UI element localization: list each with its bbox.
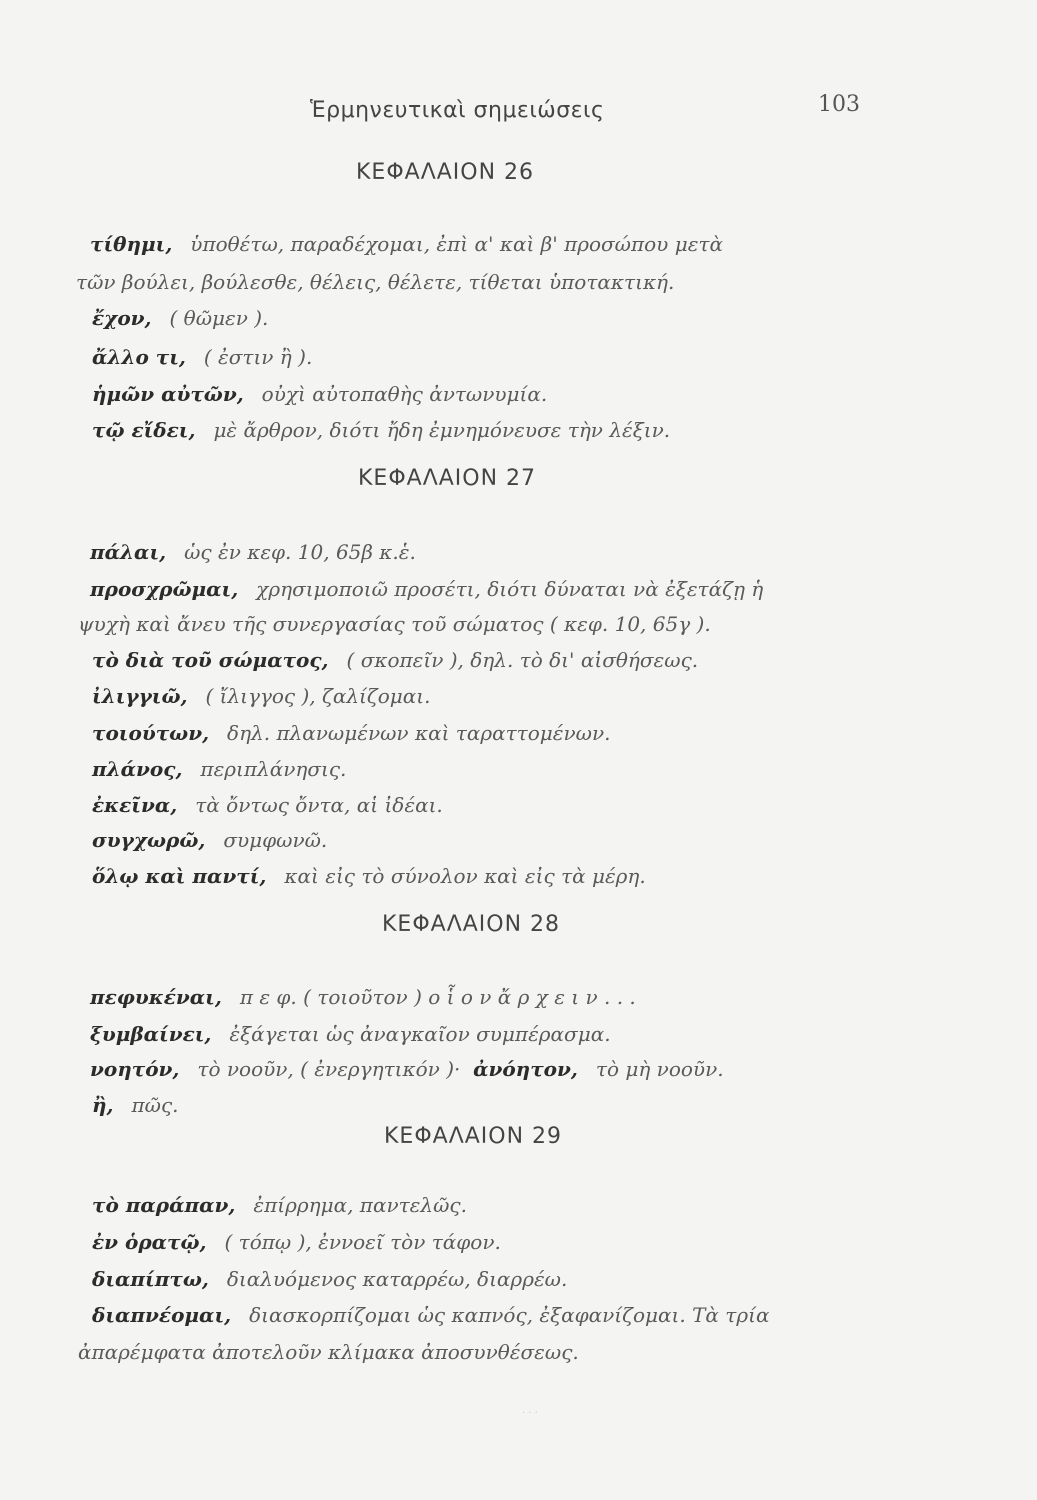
- entry-term: πλάνος,: [92, 757, 183, 781]
- entry-gloss: περιπλάνησις.: [200, 757, 347, 781]
- entry-line: [92, 828, 327, 852]
- entry-gloss: ( ἐστιν ἢ ).: [203, 345, 313, 369]
- entry-gloss: ( τόπῳ ), ἐννοεῖ τὸν τάφον.: [224, 1230, 501, 1254]
- chapter-title-28: ΚΕΦΑΛΑΙΟΝ 28: [382, 912, 561, 937]
- entry-gloss: ὡς ἐν κεφ. 10, 65β κ.ἑ.: [184, 540, 416, 564]
- entry-gloss: πῶς.: [131, 1093, 179, 1117]
- entry-term: τὸ διὰ τοῦ σώματος,: [92, 648, 329, 672]
- entry-line: [78, 1340, 579, 1364]
- entry-line: [90, 577, 763, 601]
- entry-term: διαπίπτω,: [92, 1267, 209, 1291]
- entry-gloss: τὸ νοοῦν, ( ἐνεργητικόν )·: [197, 1057, 461, 1081]
- chapter-title-29: ΚΕΦΑΛΑΙΟΝ 29: [384, 1124, 563, 1149]
- entry-gloss: π ε φ. ( τοιοῦτον ) ο ἷ ο ν ἄ ρ χ ε ι ν . . .: [239, 985, 636, 1009]
- entry-term: νοητόν,: [90, 1057, 180, 1081]
- entry-line: [90, 985, 636, 1009]
- entry-gloss: τὰ ὄντως ὄντα, αἱ ἰδέαι.: [195, 793, 443, 817]
- entry-gloss: διαλυόμενος καταρρέω, διαρρέω.: [226, 1267, 568, 1291]
- entry-line: [90, 540, 416, 564]
- entry-line: [92, 306, 268, 330]
- entry-line: [92, 648, 698, 672]
- entry-gloss: ἀπαρέμφατα ἀποτελοῦν κλίμακα ἀποσυνθέσεως.: [78, 1340, 579, 1364]
- entry-term: ἰλιγγιῶ,: [92, 684, 188, 708]
- entry-term: πεφυκέναι,: [90, 985, 222, 1009]
- entry-gloss: ( σκοπεῖν ), δηλ. τὸ δι' αἰσθήσεως.: [346, 648, 699, 672]
- entry-line: [76, 270, 674, 294]
- entry-term: τῷ εἴδει,: [92, 418, 196, 442]
- entry-gloss: χρησιμοποιῶ προσέτι, διότι δύναται νὰ ἐξετάζῃ ἡ: [256, 577, 764, 601]
- entry-line: [92, 382, 547, 406]
- entry-line: [92, 684, 430, 708]
- entry-term: τὸ παράπαν,: [92, 1193, 236, 1217]
- entry-term-secondary: ἀνόητον,: [473, 1057, 578, 1081]
- page-number: 103: [818, 92, 860, 117]
- entry-term: διαπνέομαι,: [92, 1303, 232, 1327]
- entry-gloss: ἐπίρρημα, παντελῶς.: [253, 1193, 467, 1217]
- entry-line: [78, 612, 711, 636]
- entry-term: ὅλῳ καὶ παντί,: [92, 864, 267, 888]
- entry-line: [92, 1230, 501, 1254]
- entry-line: [92, 793, 443, 817]
- entry-line: [92, 1093, 179, 1117]
- entry-line: [92, 721, 611, 745]
- entry-gloss: καὶ εἰς τὸ σύνολον καὶ εἰς τὰ μέρη.: [284, 864, 646, 888]
- entry-line: [92, 757, 346, 781]
- entry-line: [92, 418, 670, 442]
- entry-line: [90, 232, 723, 256]
- entry-gloss: τῶν βούλει, βούλεσθε, θέλεις, θέλετε, τίθεται ὑποτακτική.: [76, 270, 675, 294]
- entry-gloss: ψυχὴ καὶ ἄνευ τῆς συνεργασίας τοῦ σώματος ( κεφ. 10, 65γ ).: [78, 612, 711, 636]
- entry-gloss: ( θῶμεν ).: [169, 306, 269, 330]
- entry-gloss: ( ἴλιγγος ), ζαλίζομαι.: [205, 684, 431, 708]
- entry-term: προσχρῶμαι,: [90, 577, 239, 601]
- entry-line: [90, 1057, 724, 1081]
- chapter-title-27: ΚΕΦΑΛΑΙΟΝ 27: [358, 466, 537, 491]
- entry-line: [92, 1267, 567, 1291]
- entry-line: [92, 345, 312, 369]
- entry-term: τίθημι,: [90, 232, 173, 256]
- entry-gloss: δηλ. πλανωμένων καὶ ταραττομένων.: [227, 721, 611, 745]
- entry-line: [90, 1022, 611, 1046]
- entry-gloss: διασκορπίζομαι ὡς καπνός, ἐξαφανίζομαι. Τὰ τρία: [249, 1303, 770, 1327]
- entry-term: πάλαι,: [90, 540, 167, 564]
- entry-gloss: μὲ ἄρθρον, διότι ἤδη ἐμνημόνευσε τὴν λέξιν.: [213, 418, 671, 442]
- entry-term: ἡμῶν αὐτῶν,: [92, 382, 244, 406]
- entry-line: [92, 864, 646, 888]
- entry-gloss: ὑποθέτω, παραδέχομαι, ἐπὶ α' καὶ β' προσώπου μετὰ: [190, 232, 723, 256]
- entry-term: ἐκεῖνα,: [92, 793, 178, 817]
- chapter-title-26: ΚΕΦΑΛΑΙΟΝ 26: [356, 160, 535, 185]
- entry-term: ἐν ὁρατῷ,: [92, 1230, 207, 1254]
- entry-line: [92, 1303, 769, 1327]
- entry-gloss: συμφωνῶ.: [223, 828, 328, 852]
- entry-term: ἔχον,: [92, 306, 152, 330]
- entry-term: ἢ,: [92, 1093, 114, 1117]
- entry-gloss: ἐξάγεται ὡς ἀναγκαῖον συμπέρασμα.: [229, 1022, 611, 1046]
- running-title: Ἑρμηνευτικαὶ σημειώσεις: [310, 98, 605, 123]
- entry-line: [92, 1193, 467, 1217]
- entry-term: συγχωρῶ,: [92, 828, 206, 852]
- entry-gloss: οὐχὶ αὐτοπαθὴς ἀντωνυμία.: [261, 382, 548, 406]
- entry-term: ἄλλο τι,: [92, 345, 186, 369]
- entry-gloss-secondary: τὸ μὴ νοοῦν.: [595, 1057, 724, 1081]
- entry-term: τοιούτων,: [92, 721, 210, 745]
- entry-term: ξυμβαίνει,: [90, 1022, 212, 1046]
- decorative-smudge: · · ·: [522, 1408, 538, 1419]
